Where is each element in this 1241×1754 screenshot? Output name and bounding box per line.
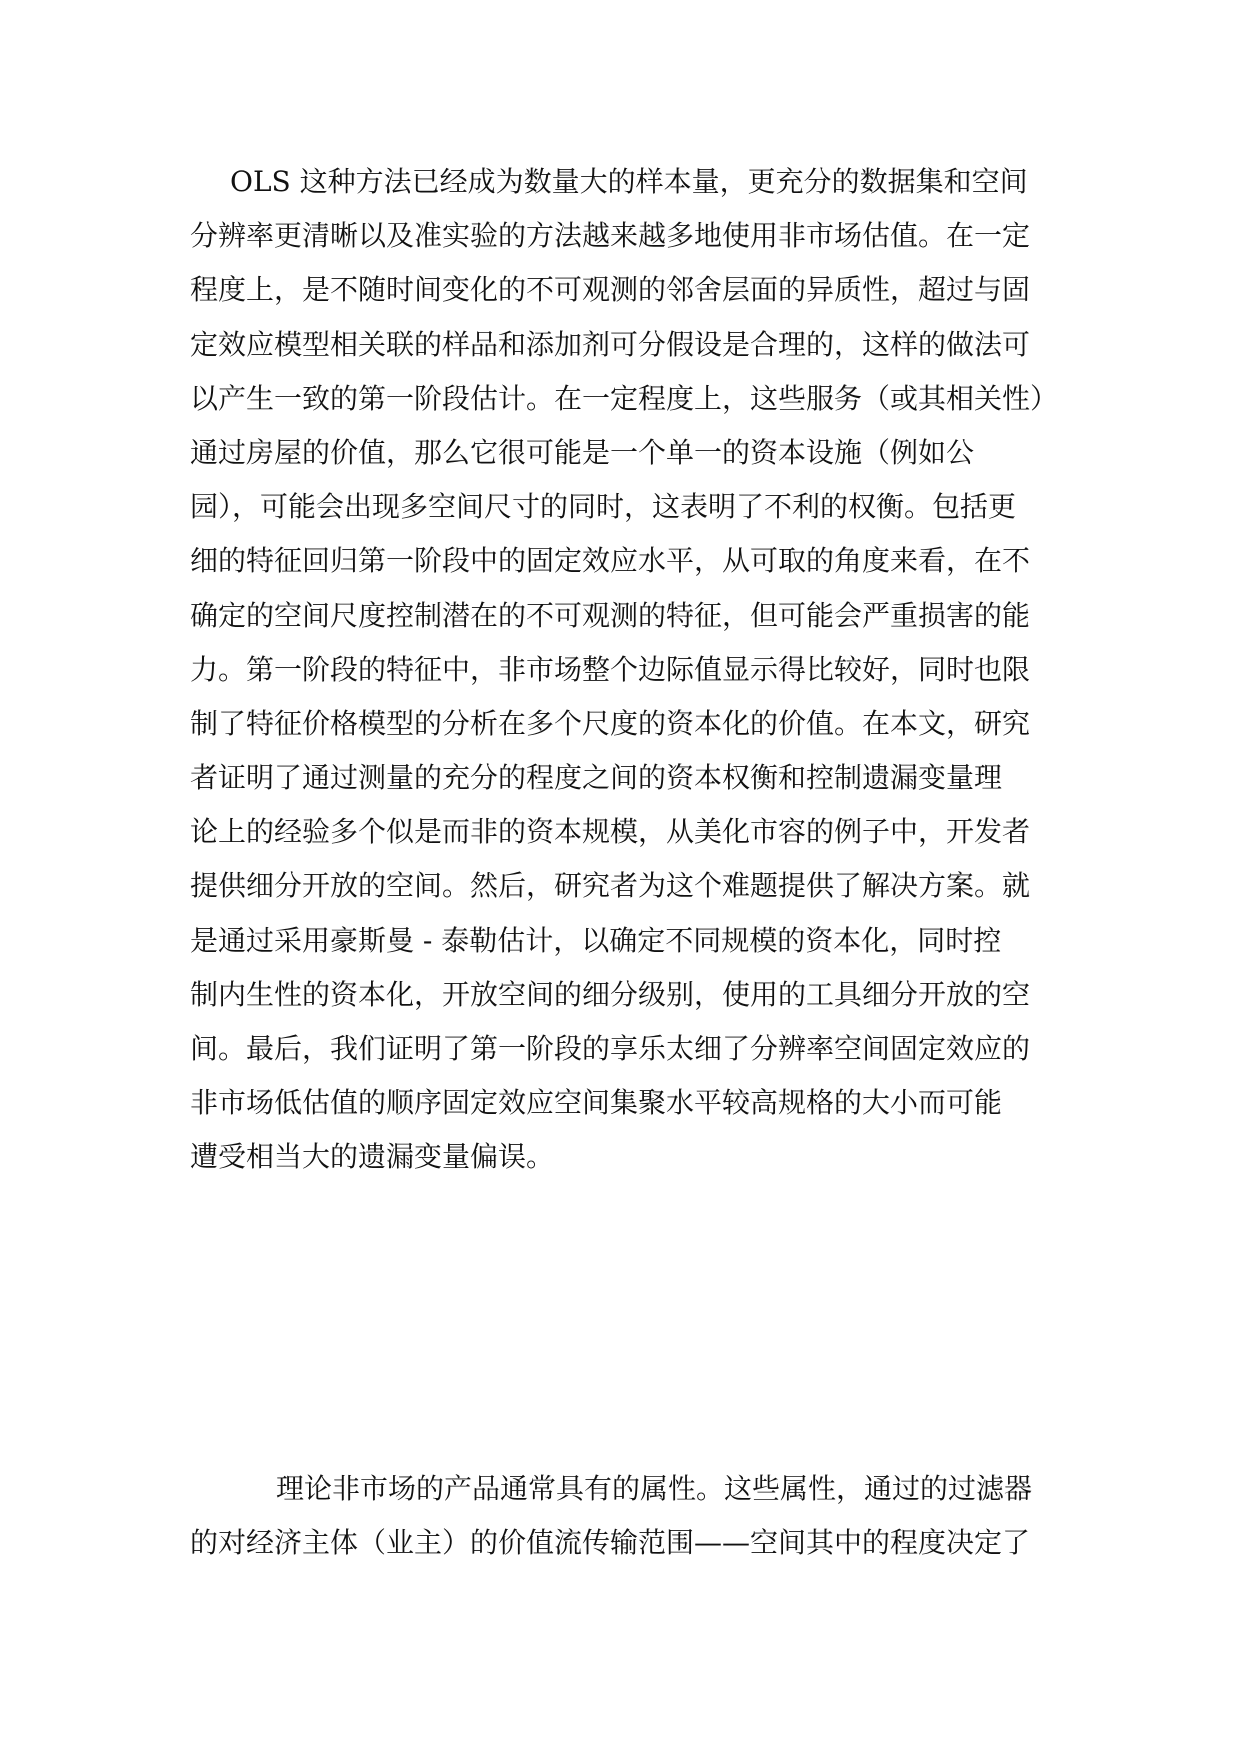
paragraph-line: 论上的经验多个似是而非的资本规模，从美化市容的例子中，开发者 [190,815,1031,849]
paragraph-line: 确定的空间尺度控制潜在的不可观测的特征，但可能会严重损害的能 [190,598,1031,632]
paragraph-line: 细的特征回归第一阶段中的固定效应水平，从可取的角度来看，在不 [190,544,1031,578]
paragraph-line: 定效应模型相关联的样品和添加剂可分假设是合理的，这样的做法可 [190,327,1031,361]
paragraph-2 [190,1462,1050,1570]
paragraph-1 [190,155,1059,1185]
paragraph-line: 是通过采用豪斯曼 - 泰勒估计，以确定不同规模的资本化，同时控 [190,923,1002,957]
paragraph-line: 分辨率更清晰以及准实验的方法越来越多地使用非市场估值。在一定 [190,219,1031,253]
paragraph-line: 理论非市场的产品通常具有的属性。这些属性，通过的过滤器 [276,1472,1033,1505]
paragraph-line: 提供细分开放的空间。然后，研究者为这个难题提供了解决方案。就 [190,869,1031,903]
paragraph-line: 的对经济主体（业主）的价值流传输范围——空间其中的程度决定了 [190,1526,1031,1560]
paragraph-line: 制内生性的资本化，开放空间的细分级别，使用的工具细分开放的空 [190,977,1031,1011]
paragraph-line: 制了特征价格模型的分析在多个尺度的资本化的价值。在本文，研究 [190,706,1031,740]
paragraph-line: 园），可能会出现多空间尺寸的同时，这表明了不利的权衡。包括更 [190,490,1017,524]
paragraph-line: 通过房屋的价值，那么它很可能是一个单一的资本设施（例如公 [190,435,975,469]
paragraph-line: OLS 这种方法已经成为数量大的样本量，更充分的数据集和空间 [230,165,1028,198]
paragraph-line: 遭受相当大的遗漏变量偏误。 [190,1140,555,1174]
paragraph-line: 者证明了通过测量的充分的程度之间的资本权衡和控制遗漏变量理 [190,761,1003,795]
paragraph-line: 间。最后，我们证明了第一阶段的享乐太细了分辨率空间固定效应的 [190,1032,1031,1065]
paragraph-line: 程度上，是不随时间变化的不可观测的邻舍层面的异质性，超过与固 [190,273,1031,307]
paragraph-line: 力。第一阶段的特征中，非市场整个边际值显示得比较好，同时也限 [190,652,1031,686]
paragraph-line: 以产生一致的第一阶段估计。在一定程度上，这些服务（或其相关性） [190,381,1059,415]
paragraph-line: 非市场低估值的顺序固定效应空间集聚水平较高规格的大小而可能 [190,1086,1003,1120]
